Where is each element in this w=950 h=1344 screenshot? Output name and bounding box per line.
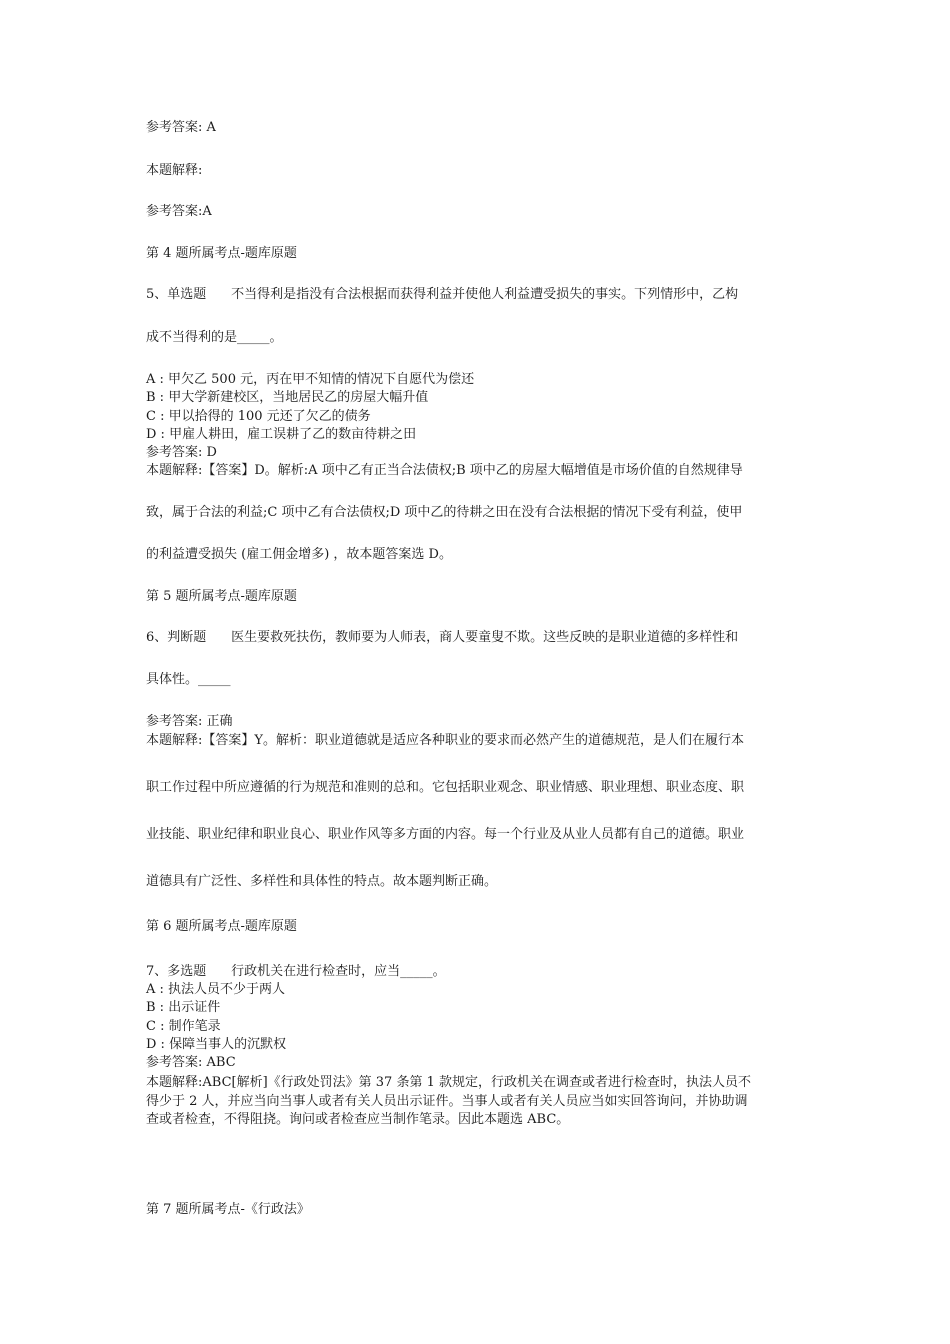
q7-explain-line1: 本题解释:ABC[解析]《行政处罚法》第 37 条第 1 款规定，行政机关在调查或者进行检查时，执法人员不 (146, 1075, 751, 1090)
q6-stem-line2: 具体性。_____ (146, 672, 231, 687)
q5-stem-line2: 成不当得利的是_____。 (146, 330, 283, 345)
q5-topic: 第 5 题所属考点-题库原题 (146, 589, 297, 604)
q6-explain-line4: 道德具有广泛性、多样性和具体性的特点。故本题判断正确。 (146, 874, 498, 889)
q5-option-b: B : 甲大学新建校区，当地居民乙的房屋大幅升值 (146, 390, 429, 405)
q5-option-d: D : 甲雇人耕田，雇工误耕了乙的数亩待耕之田 (146, 427, 417, 442)
q4-topic: 第 4 题所属考点-题库原题 (146, 246, 297, 261)
q4-answer-repeat: 参考答案:A (146, 204, 212, 219)
q7-explain-line2: 得少于 2 人，并应当向当事人或者有关人员出示证件。当事人或者有关人员应当如实回答询问，并协助调 (146, 1094, 748, 1109)
q7-option-d: D : 保障当事人的沉默权 (146, 1037, 287, 1052)
q5-explain-line1: 本题解释:【答案】D。解析:A 项中乙有正当合法债权;B 项中乙的房屋大幅增值是市场价值的自然规律导 (146, 463, 743, 478)
q7-answer: 参考答案: ABC (146, 1055, 236, 1070)
q6-explain-line3: 业技能、职业纪律和职业良心、职业作风等多方面的内容。每一个行业及从业人员都有自己的道德。职业 (146, 827, 745, 842)
q4-answer: 参考答案: A (146, 120, 216, 135)
q5-stem-line1: 5、单选题 不当得利是指没有合法根据而获得利益并使他人利益遭受损失的事实。下列情形中，乙构 (146, 287, 739, 302)
q5-explain-line2: 致，属于合法的利益;C 项中乙有合法债权;D 项中乙的待耕之田在没有合法根据的情况下受有利益，使甲 (146, 505, 743, 520)
q6-explain-line1: 本题解释:【答案】Y。解析：职业道德就是适应各种职业的要求而必然产生的道德规范，是人们在履行本 (146, 733, 744, 748)
q6-explain-line2: 职工作过程中所应遵循的行为规范和准则的总和。它包括职业观念、职业情感、职业理想、职业态度、职 (146, 780, 745, 795)
q7-option-a: A : 执法人员不少于两人 (146, 982, 286, 997)
q6-answer: 参考答案: 正确 (146, 714, 233, 729)
q7-stem: 7、多选题 行政机关在进行检查时，应当_____。 (146, 964, 446, 979)
q5-option-c: C : 甲以拾得的 100 元还了欠乙的债务 (146, 409, 371, 424)
q5-answer: 参考答案: D (146, 445, 217, 460)
q7-topic: 第 7 题所属考点-《行政法》 (146, 1202, 310, 1217)
q4-explain-label: 本题解释: (146, 163, 203, 178)
q7-option-c: C : 制作笔录 (146, 1019, 221, 1034)
q5-option-a: A : 甲欠乙 500 元，丙在甲不知情的情况下自愿代为偿还 (146, 372, 475, 387)
q7-explain-line3: 查或者检查，不得阻挠。询问或者检查应当制作笔录。因此本题选 ABC。 (146, 1112, 570, 1127)
q6-stem-line1: 6、判断题 医生要救死扶伤，教师要为人师表，商人要童叟不欺。这些反映的是职业道德的多样性和 (146, 630, 739, 645)
q6-topic: 第 6 题所属考点-题库原题 (146, 919, 297, 934)
q7-option-b: B : 出示证件 (146, 1000, 221, 1015)
q5-explain-line3: 的利益遭受损失 (雇工佣金增多) ，故本题答案选 D。 (146, 547, 452, 562)
